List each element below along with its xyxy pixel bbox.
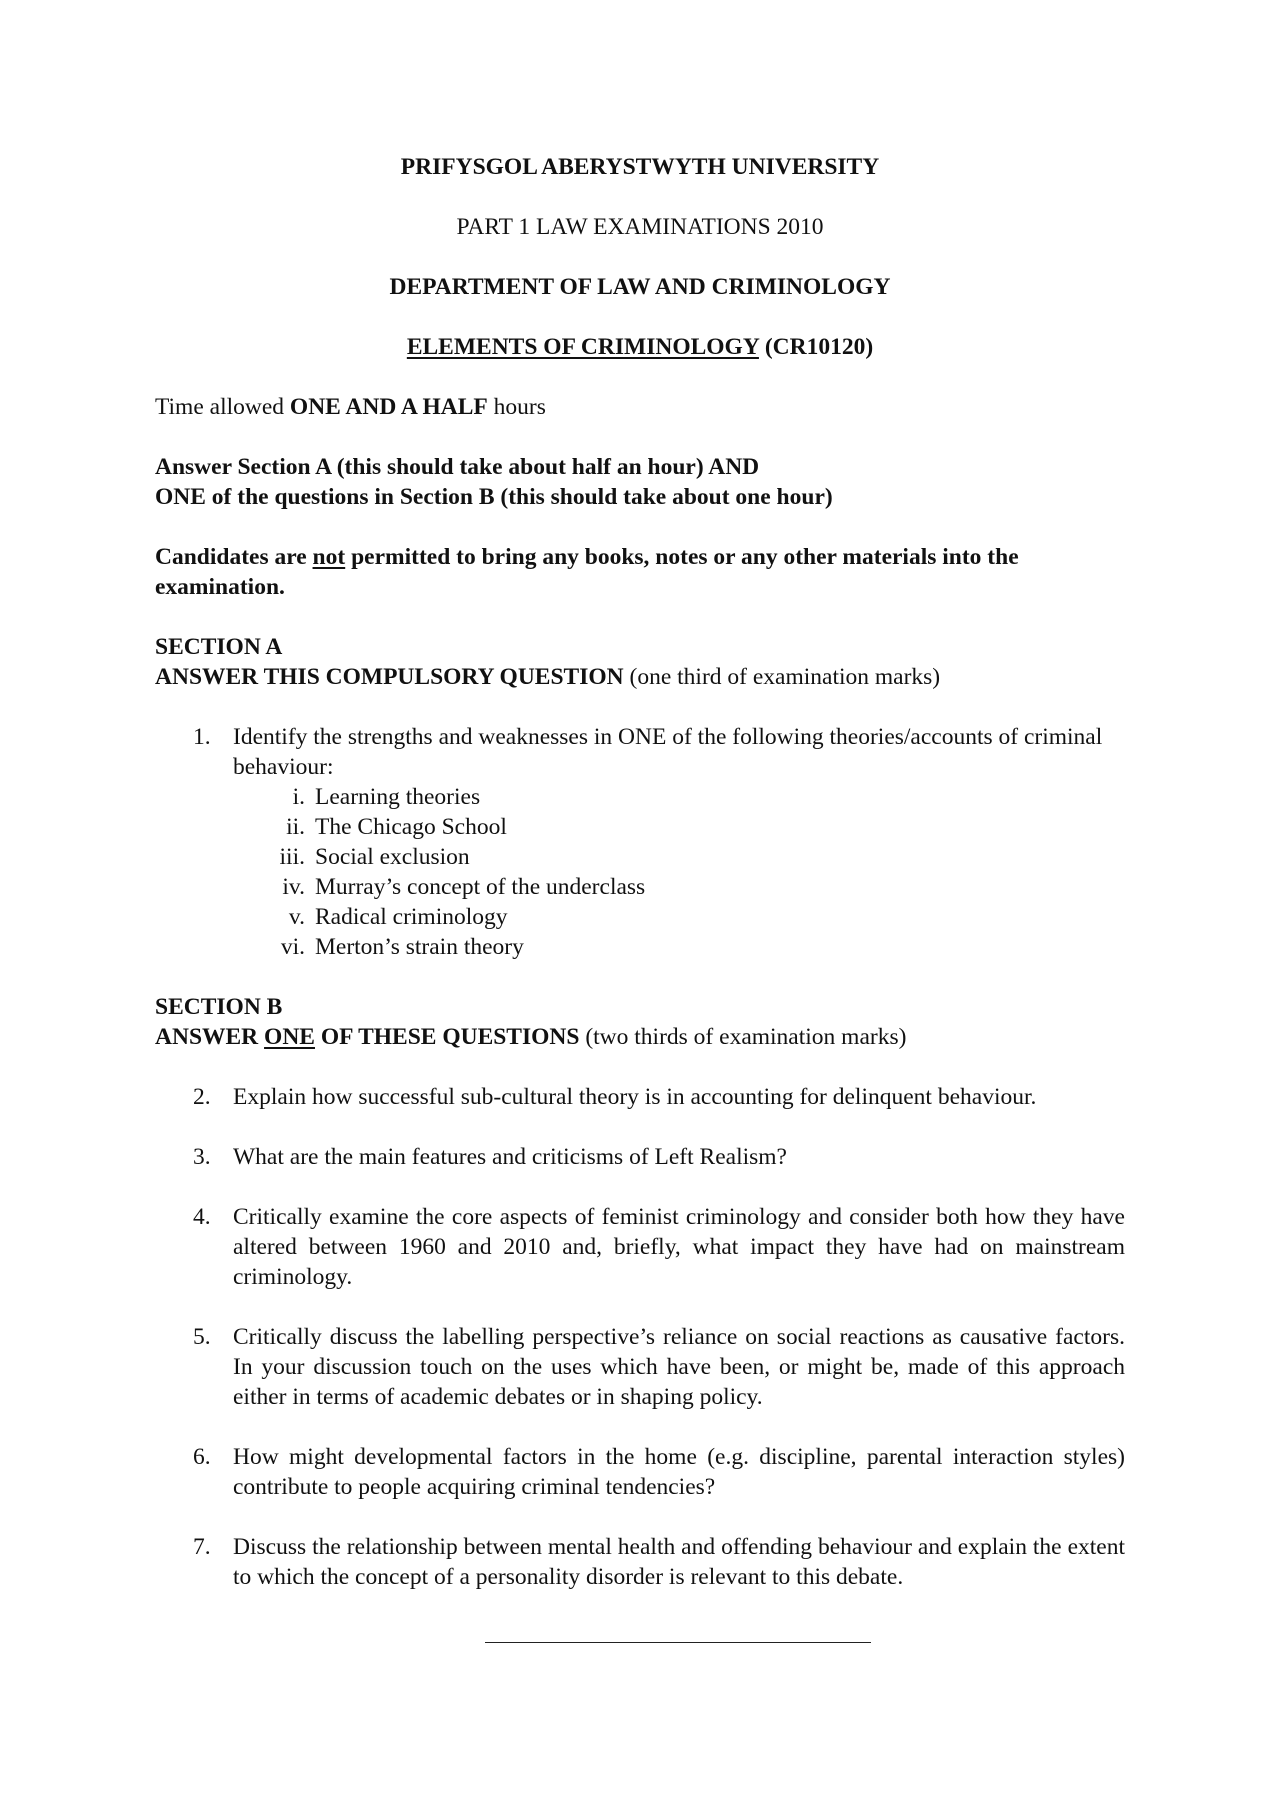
question-text: Discuss the relationship between mental health and offending behaviour and explain the extent to which the concept of a personality disorder is relevant to this debate. (233, 1534, 1125, 1590)
end-rule (485, 1642, 871, 1643)
question-number: 5. (193, 1324, 211, 1350)
option-numeral: vi. (280, 934, 305, 960)
university-name: PRIFYSGOL ABERYSTWYTH UNIVERSITY (400, 154, 880, 180)
department-name: DEPARTMENT OF LAW AND CRIMINOLOGY (389, 274, 891, 300)
option-numeral: iii. (279, 844, 305, 870)
time-suffix: hours (487, 394, 546, 420)
time-prefix: Time allowed (155, 394, 290, 420)
option-numeral: i. (292, 784, 305, 810)
time-value: ONE AND A HALF (289, 394, 488, 420)
section-a-instruction (155, 662, 1125, 692)
list-item (233, 842, 470, 872)
question-text: Explain how successful sub-cultural theory is in accounting for delinquent behaviour. (233, 1084, 1037, 1110)
option-text: Merton’s strain theory (315, 934, 524, 960)
module-heading (155, 332, 1125, 362)
option-numeral: iv. (282, 874, 305, 900)
question-text: Critically discuss the labelling perspective’s reliance on social reactions as causative factors. In your discussion touch on the uses which have been, or might be, made of this approach either in terms of academic debates or in shaping policy. (233, 1324, 1125, 1410)
option-text: Learning theories (315, 784, 481, 810)
question-text: Critically examine the core aspects of feminist criminology and consider both how they have altered between 1960 and 2010 and, briefly, what impact they have had on mainstream criminology. (233, 1204, 1125, 1290)
answer-instruction-1: Answer Section A (this should take about half an hour) AND (155, 454, 760, 480)
section-b-instruction-rest: (two thirds of examination marks) (579, 1024, 907, 1050)
section-a-instruction-bold: ANSWER THIS COMPULSORY QUESTION (155, 664, 624, 690)
section-a-instruction-rest: (one third of examination marks) (623, 664, 941, 690)
section-b-instruction-post: OF THESE QUESTIONS (314, 1024, 580, 1050)
question-text: Identify the strengths and weaknesses in ONE of the following theories/accounts of criminal behaviour: (233, 724, 1103, 780)
materials-suffix: permitted to bring any books, notes or any other materials into the examination. (155, 544, 1019, 600)
materials-instruction (155, 542, 1125, 602)
list-item (233, 902, 508, 932)
section-b-instruction-one: ONE (264, 1024, 315, 1050)
question-number: 7. (193, 1534, 211, 1560)
option-text: Murray’s concept of the underclass (315, 874, 646, 900)
answer-instruction-2: ONE of the questions in Section B (this should take about one hour) (155, 484, 833, 510)
module-code: (CR10120) (764, 334, 874, 360)
module-title: ELEMENTS OF CRIMINOLOGY (406, 334, 759, 360)
question-number: 6. (193, 1444, 211, 1470)
question-number: 4. (193, 1204, 211, 1230)
section-b-title: SECTION B (155, 994, 283, 1020)
question-number: 2. (193, 1084, 211, 1110)
list-item (233, 812, 507, 842)
list-item (233, 932, 524, 962)
question-text: How might developmental factors in the home (e.g. discipline, parental interaction styles) contribute to people acquiring criminal tendencies? (233, 1444, 1125, 1500)
option-numeral: ii. (286, 814, 305, 840)
option-text: The Chicago School (315, 814, 507, 840)
question-text: What are the main features and criticisms of Left Realism? (233, 1144, 787, 1170)
option-text: Radical criminology (315, 904, 508, 930)
list-item (233, 872, 645, 902)
list-item (233, 782, 480, 812)
time-allowed (155, 392, 1125, 422)
question-number: 1. (193, 724, 211, 750)
materials-not: not (312, 544, 346, 570)
exam-title: PART 1 LAW EXAMINATIONS 2010 (456, 214, 824, 240)
materials-prefix: Candidates are (155, 544, 313, 570)
option-text: Social exclusion (315, 844, 470, 870)
section-b-instruction-pre: ANSWER (155, 1024, 265, 1050)
option-numeral: v. (288, 904, 305, 930)
section-a-title: SECTION A (155, 634, 283, 660)
question-number: 3. (193, 1144, 211, 1170)
section-b-instruction (155, 1022, 1125, 1052)
